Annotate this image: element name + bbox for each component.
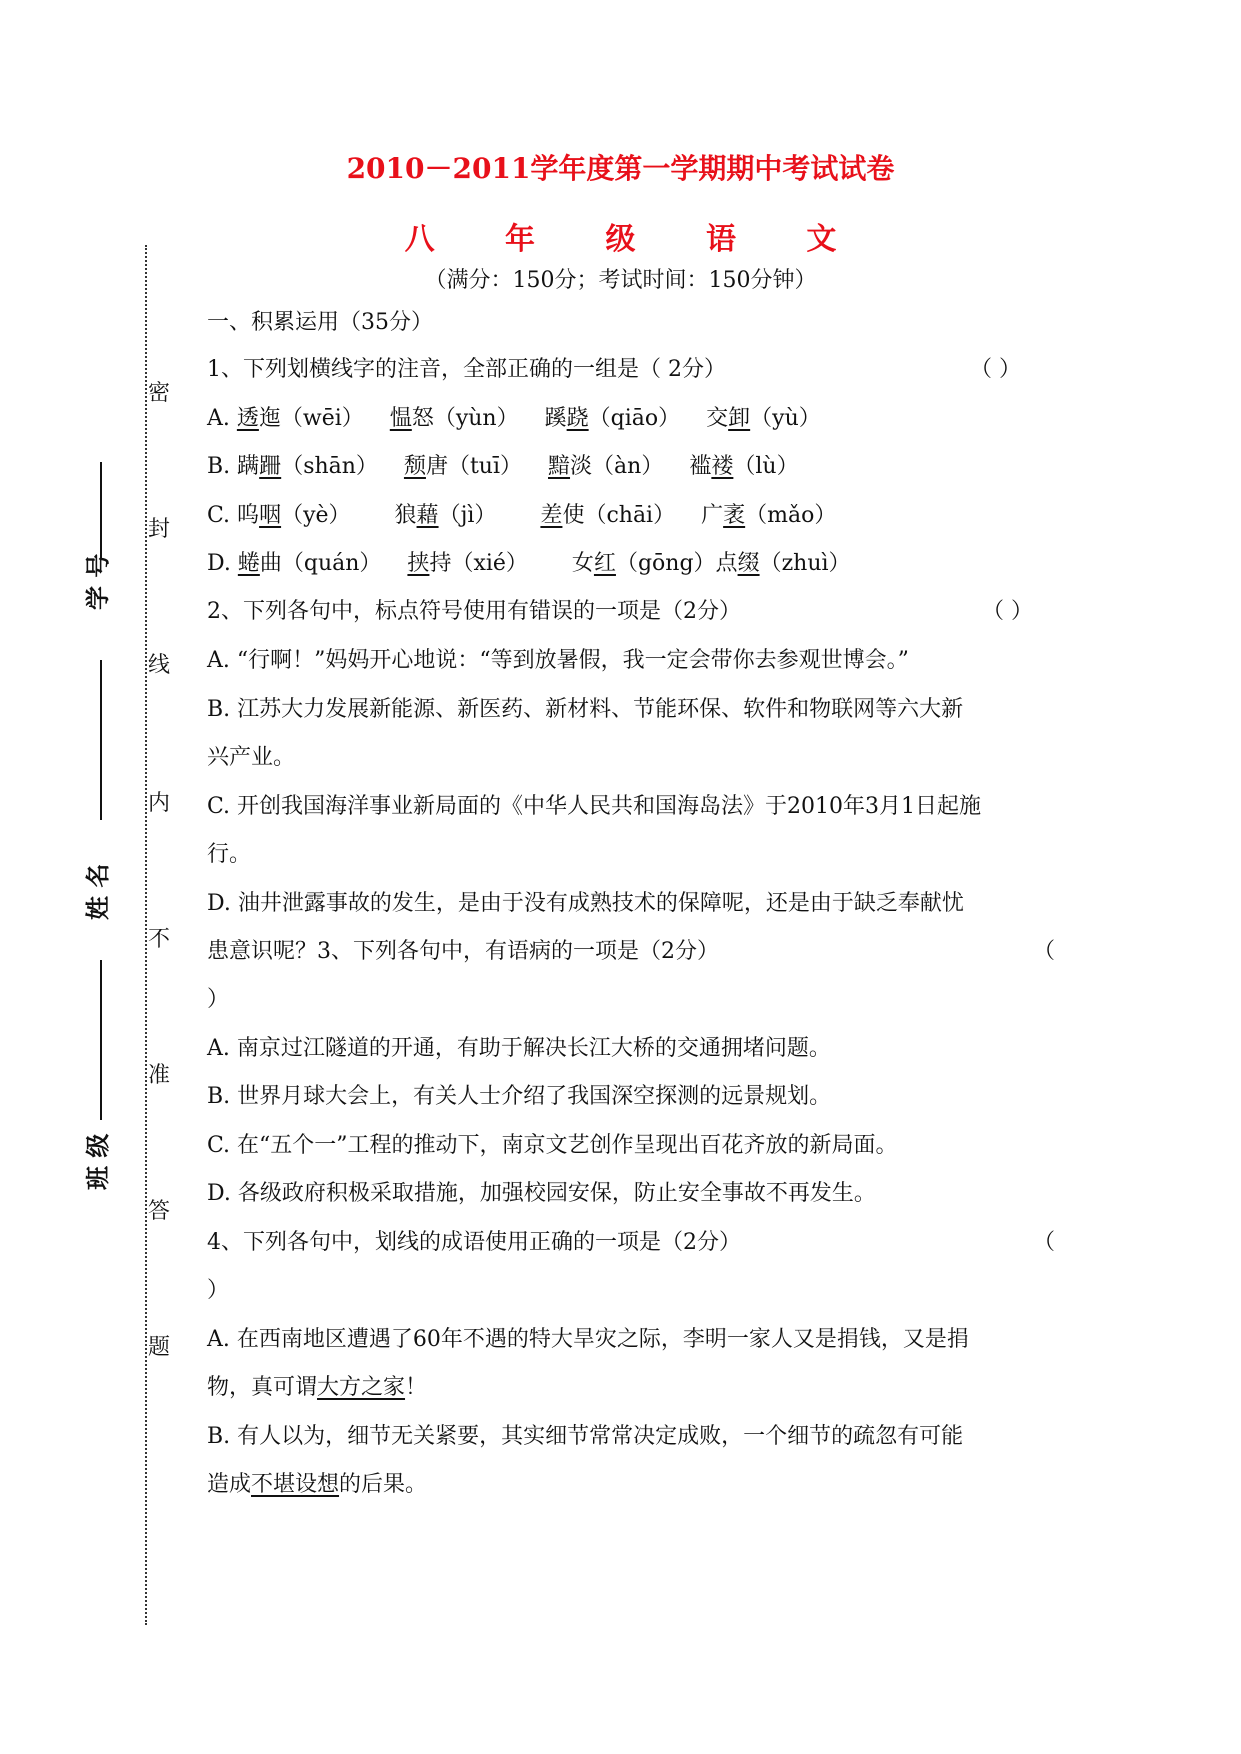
student-id-label: 学 号 xyxy=(83,553,112,610)
binding-dotted-line xyxy=(145,245,147,1625)
seal-char: 不 xyxy=(148,927,171,952)
answer-paren-4: （ xyxy=(1033,1230,1056,1255)
q4-option-b[interactable]: B. 有人以为，细节无关紧要，其实细节常常决定成败，一个细节的疏忽有可能 xyxy=(207,1424,964,1449)
q3-option-b[interactable]: B. 世界月球大会上，有关人士介绍了我国深空探测的远景规划。 xyxy=(207,1084,832,1109)
class-label: 班 级 xyxy=(83,1133,112,1190)
name-blank[interactable] xyxy=(100,660,102,820)
seal-char: 密 xyxy=(148,381,171,406)
subject-title xyxy=(0,214,1241,258)
q2-option-c[interactable]: C. 开创我国海洋事业新局面的《中华人民共和国海岛法》于2010年3月1日起施 xyxy=(207,794,982,819)
answer-paren-3-close: ） xyxy=(207,987,230,1012)
answer-paren-1: （ ） xyxy=(970,357,1021,382)
q2-option-b[interactable]: B. 江苏大力发展新能源、新医药、新材料、节能环保、软件和物联网等六大新 xyxy=(207,697,964,722)
seal-char: 答 xyxy=(148,1199,171,1224)
q1-option-c[interactable]: C. 呜咽（yè） 狼藉（jì） 差使（chāi） 广袤（mǎo） xyxy=(207,503,837,528)
idiom-underlined: 大方之家 xyxy=(317,1375,406,1400)
seal-char: 内 xyxy=(148,791,171,816)
answer-paren-4-close: ） xyxy=(207,1278,230,1303)
q2-option-c-cont: 行。 xyxy=(207,842,252,867)
q1-option-a[interactable]: A. 透迤（wēi） 愠怒（yùn） 蹊跷（qiāo） 交卸（yù） xyxy=(207,406,821,431)
q4-option-a[interactable]: A. 在西南地区遭遇了60年不遇的特大旱灾之际，李明一家人又是捐钱，又是捐 xyxy=(207,1327,969,1352)
exam-title: 2010－2011学年度第一学期期中考试试卷 xyxy=(346,152,895,185)
q3-option-a[interactable]: A. 南京过江隧道的开通，有助于解决长江大桥的交通拥堵问题。 xyxy=(207,1036,831,1061)
q2-option-d[interactable]: D. 油井泄露事故的发生，是由于没有成熟技术的保障呢，还是由于缺乏奉献忧 xyxy=(207,891,964,916)
section-heading: 一、积累运用（35分） xyxy=(207,310,433,335)
question-4-stem: 4、下列各句中，划线的成语使用正确的一项是（2分） xyxy=(207,1230,741,1255)
name-label: 姓 名 xyxy=(83,863,112,920)
q4-option-b-cont: 造成不堪设想的后果。 xyxy=(207,1472,428,1497)
idiom-underlined: 不堪设想 xyxy=(251,1472,340,1497)
q2-option-b-cont: 兴产业。 xyxy=(207,745,296,770)
q3-option-c[interactable]: C. 在“五个一”工程的推动下，南京文艺创作呈现出百花齐放的新局面。 xyxy=(207,1133,898,1158)
answer-paren-2: （ ） xyxy=(982,599,1033,624)
q1-option-b[interactable]: B. 蹒跚（shān） 颓唐（tuī） 黯淡（àn） 褴褛（lù） xyxy=(207,454,799,479)
q4-option-a-cont: 物，真可谓大方之家！ xyxy=(207,1375,428,1400)
subject-char: 语 xyxy=(705,222,736,257)
q2-option-d-cont: 患意识呢？3、下列各句中，有语病的一项是（2分） xyxy=(207,939,719,964)
seal-char: 题 xyxy=(148,1335,171,1360)
score-info: （满分：150分；考试时间：150分钟） xyxy=(424,268,817,293)
subject-char: 八 xyxy=(404,222,435,257)
answer-paren-3: （ xyxy=(1033,939,1056,964)
q2-option-a[interactable]: A. “行啊！”妈妈开心地说：“等到放暑假，我一定会带你去参观世博会。” xyxy=(207,648,909,673)
question-1-stem: 1、下列划横线字的注音，全部正确的一组是（ 2分） xyxy=(207,357,726,382)
class-blank[interactable] xyxy=(100,960,102,1120)
q1-option-d[interactable]: D. 蜷曲（quán） 挟持（xié） 女红（gōng）点缀（zhuì） xyxy=(207,551,851,576)
seal-char: 封 xyxy=(148,517,171,542)
student-id-blank[interactable] xyxy=(100,462,102,560)
subject-char: 文 xyxy=(806,222,837,257)
subject-char: 年 xyxy=(505,222,536,257)
seal-char: 线 xyxy=(148,653,171,678)
seal-char: 准 xyxy=(148,1063,171,1088)
subject-char: 级 xyxy=(605,222,636,257)
q3-option-d[interactable]: D. 各级政府积极采取措施，加强校园安保，防止安全事故不再发生。 xyxy=(207,1181,876,1206)
question-2-stem: 2、下列各句中，标点符号使用有错误的一项是（2分） xyxy=(207,599,741,624)
